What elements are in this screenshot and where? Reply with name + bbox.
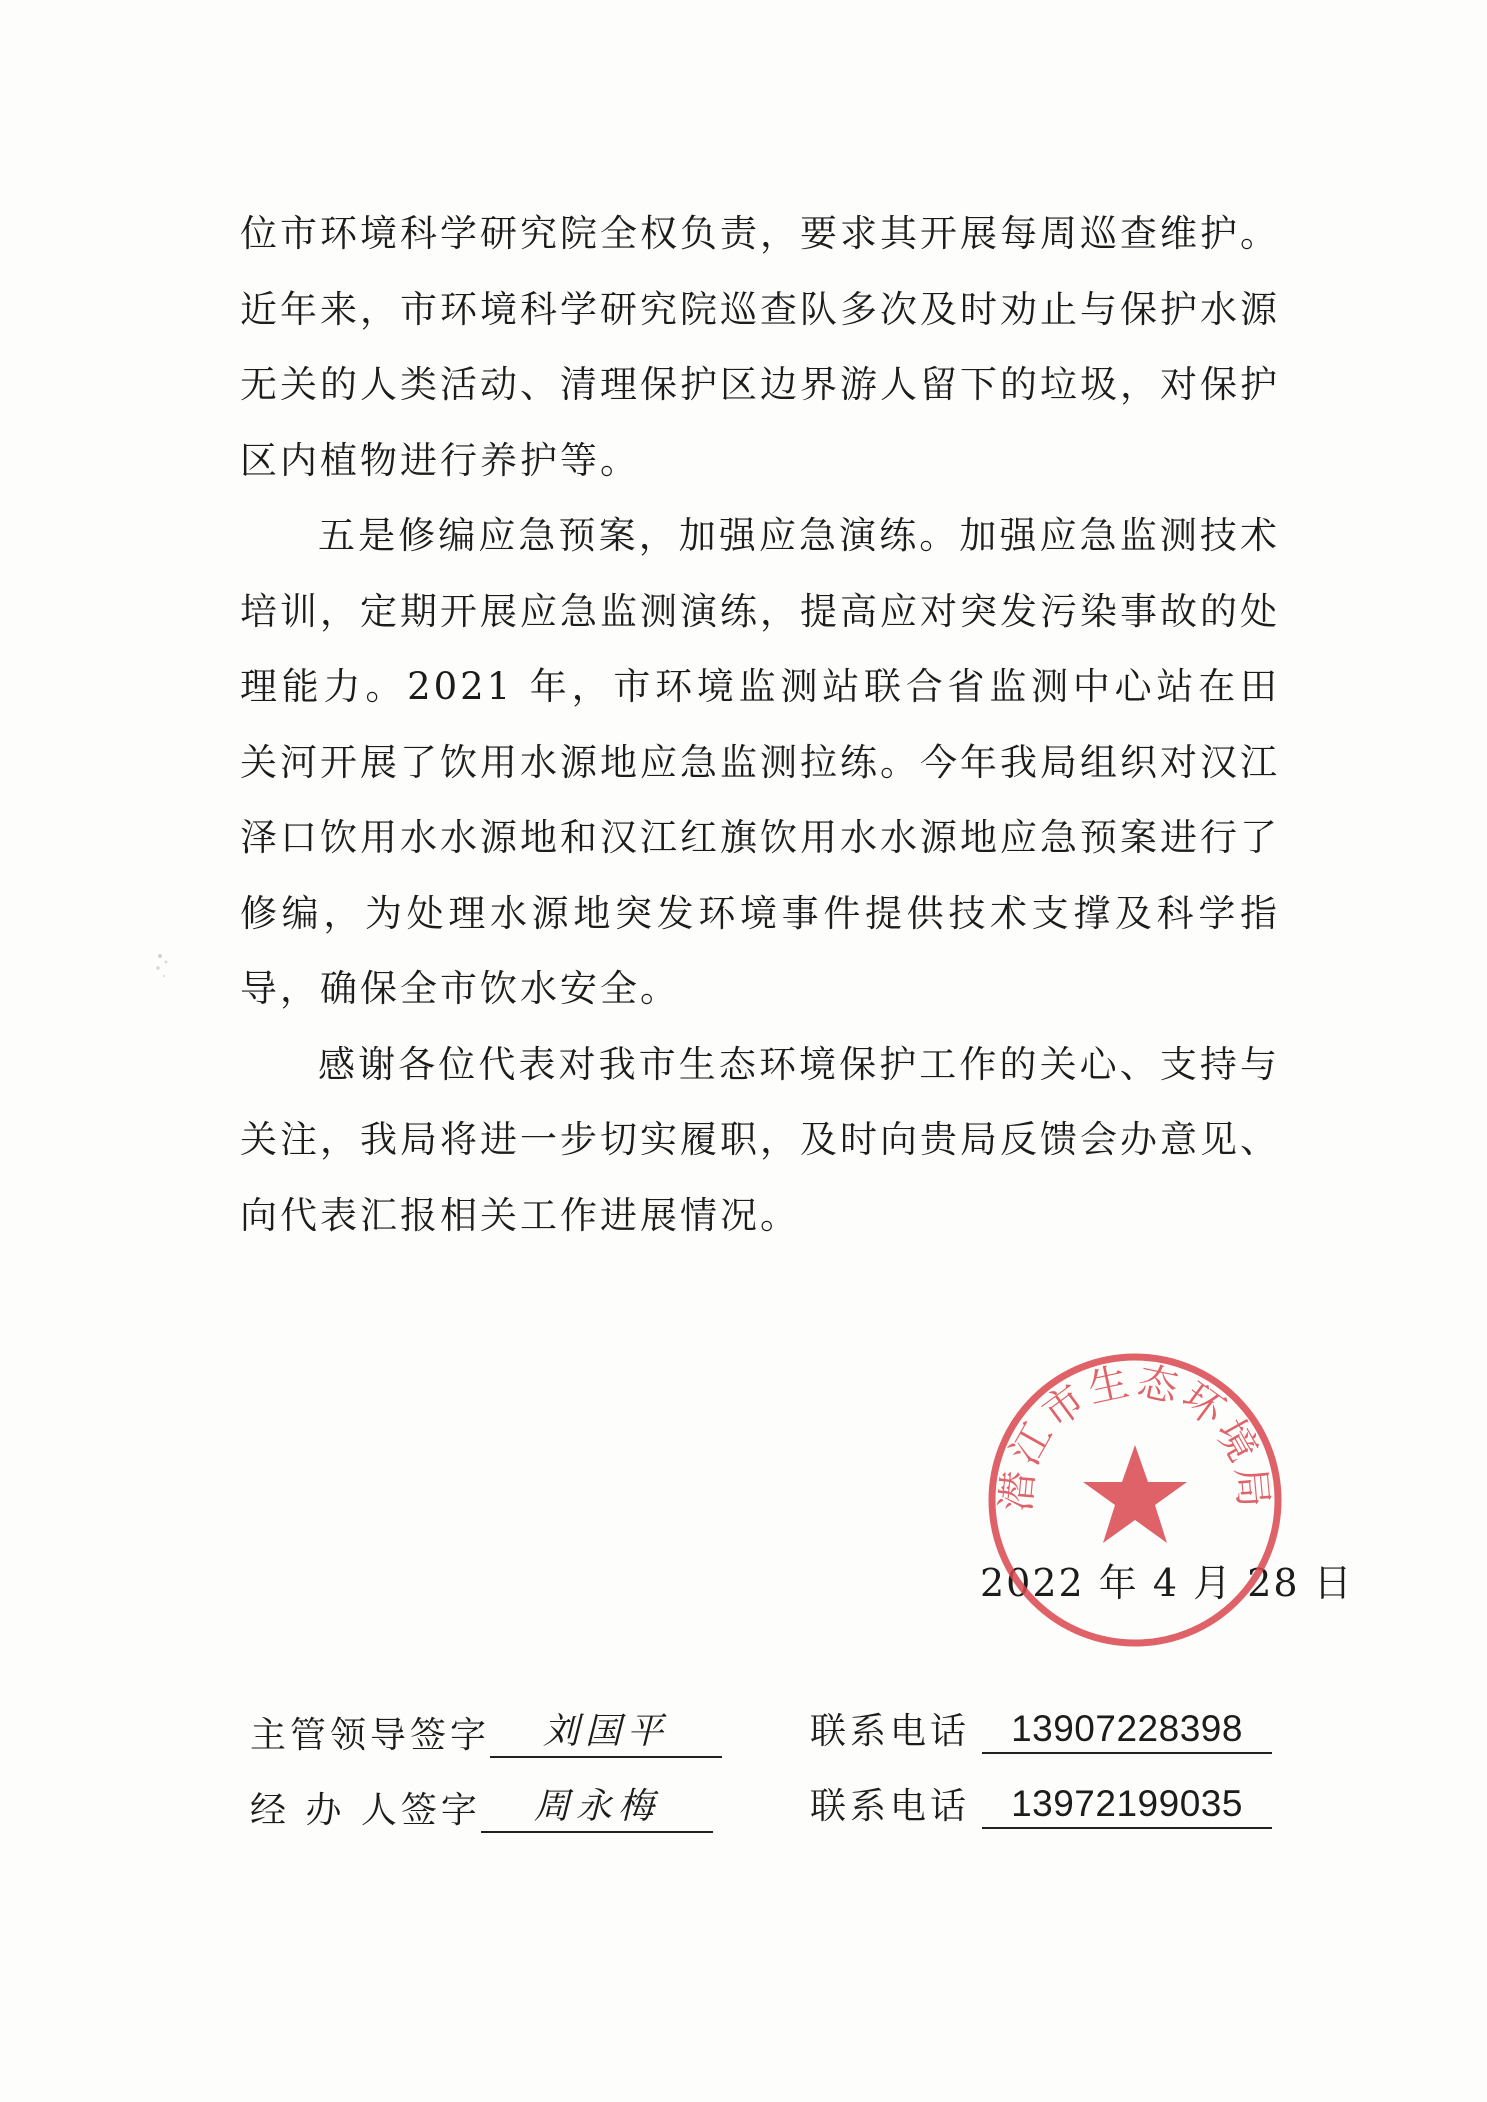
handler-phone-number: 13972199035 [982, 1783, 1272, 1829]
document-body [240, 196, 1280, 1253]
handler-signature-label: 经 办 人签字 [250, 1790, 481, 1831]
leader-phone-label: 联系电话 [810, 1711, 971, 1752]
handler-phone-row [810, 1778, 1272, 1829]
paragraph-continued: 位市环境科学研究院全权负责，要求其开展每周巡查维护。近年来，市环境科学研究院巡查队多次及时劝止与保护水源无关的人类活动、清理保护区边界游人留下的垃圾，对保护区内植物进行养护等。 [240, 212, 1280, 482]
handler-signature: 周永梅 [481, 1778, 713, 1833]
leader-phone-number: 13907228398 [982, 1708, 1272, 1754]
handler-signature-row [250, 1778, 713, 1833]
svg-text:潜江市生态环境局: 潜江市生态环境局 [993, 1358, 1277, 1514]
scan-artifact [150, 948, 178, 988]
official-seal [985, 1350, 1285, 1650]
leader-signature-label: 主管领导签字 [250, 1715, 491, 1756]
handler-phone-label: 联系电话 [810, 1786, 971, 1827]
leader-signature-row [250, 1703, 722, 1758]
document-date: 2022 年 4 月 28 日 [980, 1561, 1354, 1605]
leader-phone-row [810, 1703, 1272, 1754]
leader-signature: 刘国平 [490, 1703, 722, 1758]
paragraph-thanks: 感谢各位代表对我市生态环境保护工作的关心、支持与关注，我局将进一步切实履职，及时向贵局反馈会办意见、向代表汇报相关工作进展情况。 [240, 1042, 1280, 1237]
paragraph-emergency-plan: 五是修编应急预案，加强应急演练。加强应急监测技术培训，定期开展应急监测演练，提高应对突发污染事故的处理能力。2021 年，市环境监测站联合省监测中心站在田关河开展了饮用水源地应急监测拉练。今年我局组织对汉江泽口饮用水水源地和汉江红旗饮用水水源地应急预案进行了修编，为处理水源地突发环境事件提供技术支撑及科学指导，确保全市饮水安全。 [240, 514, 1280, 1010]
